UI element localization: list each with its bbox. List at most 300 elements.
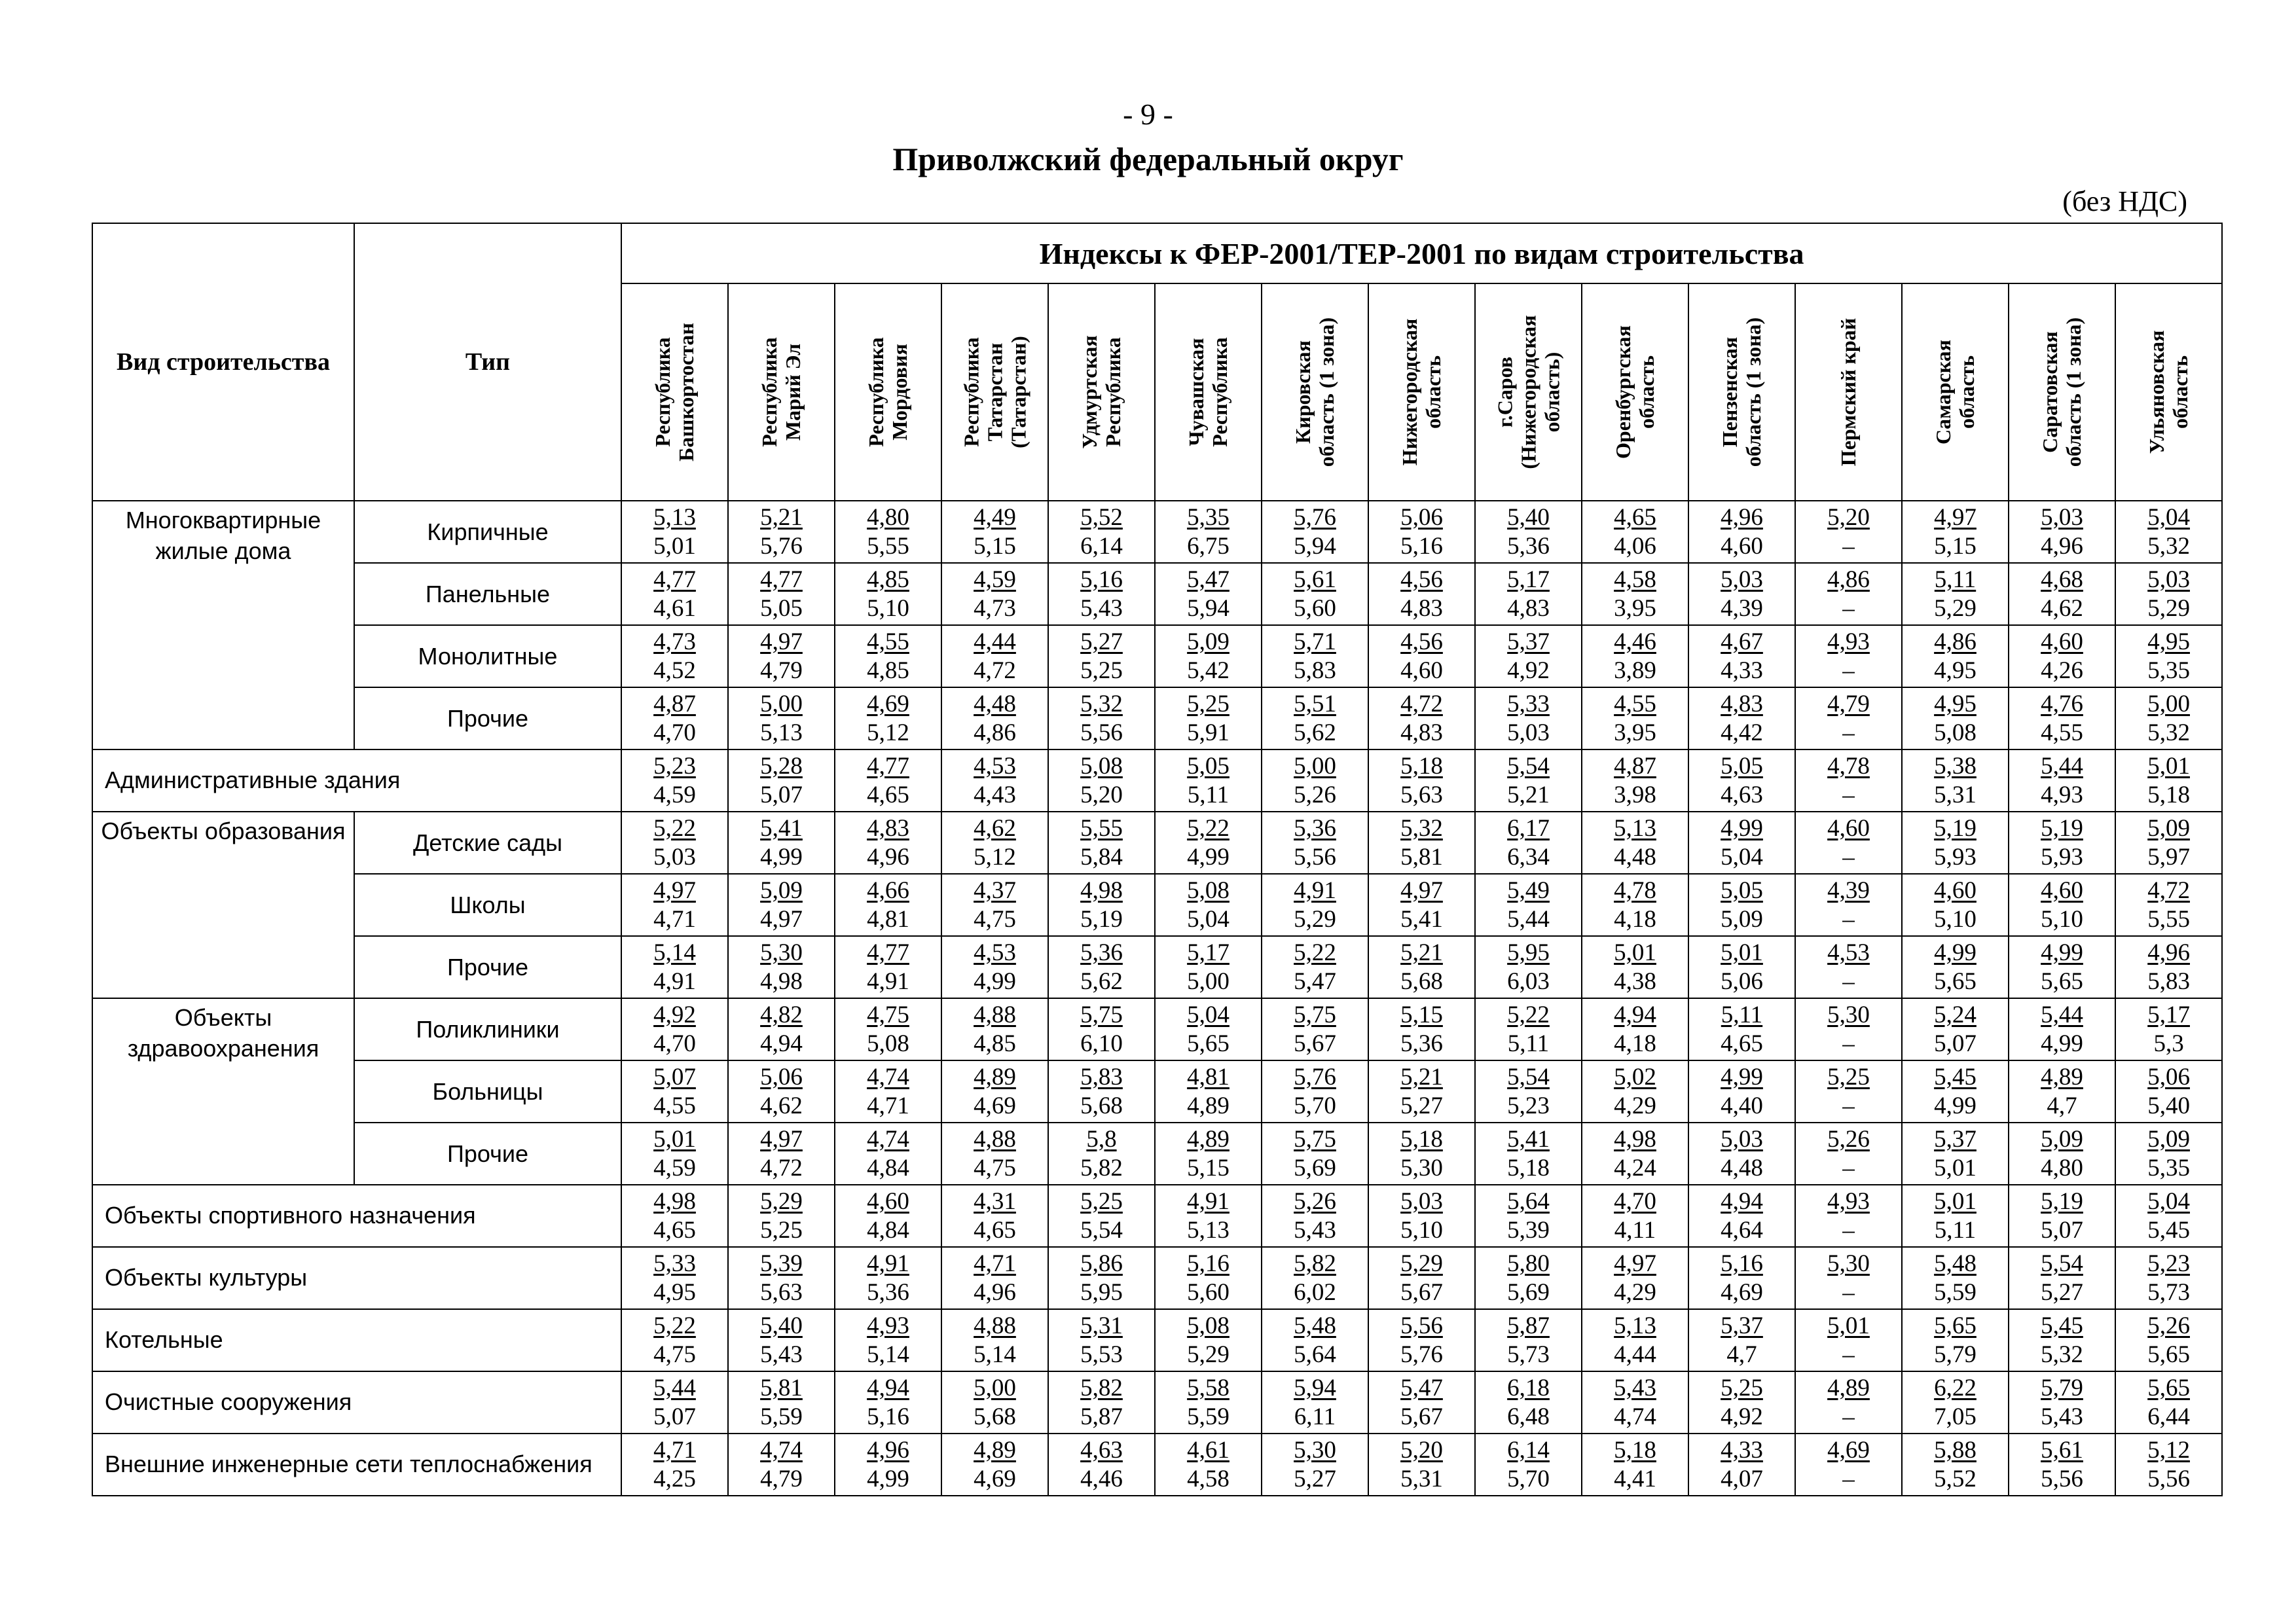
value-lower: 4,99 xyxy=(974,967,1016,995)
value-lower: 5,23 xyxy=(1507,1092,1550,1119)
value-cell xyxy=(1582,936,1688,998)
value-upper: 5,18 xyxy=(1614,1436,1656,1464)
value-upper: 5,23 xyxy=(653,752,696,780)
value-lower: 5,82 xyxy=(1080,1154,1123,1182)
value-cell xyxy=(941,1434,1048,1496)
region-label: Нижегородская область xyxy=(1397,318,1445,466)
value-lower: 4,99 xyxy=(1187,843,1230,871)
value-cell xyxy=(1902,1434,2009,1496)
value-cell xyxy=(1902,563,2009,625)
value-upper: 5,32 xyxy=(1080,690,1123,717)
value-upper: 5,82 xyxy=(1294,1250,1336,1277)
table-row xyxy=(92,812,2222,874)
value-lower: 5,29 xyxy=(1187,1341,1230,1368)
value-cell xyxy=(941,936,1048,998)
value-upper: 4,97 xyxy=(1400,876,1443,904)
value-upper: 5,09 xyxy=(760,876,803,904)
value-upper: 5,17 xyxy=(1507,566,1550,593)
value-cell xyxy=(941,812,1048,874)
table-row xyxy=(92,625,2222,687)
value-cell xyxy=(2009,874,2115,936)
value-lower: 5,60 xyxy=(1187,1278,1230,1306)
value-upper: 4,87 xyxy=(653,690,696,717)
value-lower: – xyxy=(1842,594,1855,622)
value-cell xyxy=(728,874,835,936)
row-category: Котельные xyxy=(92,1309,621,1371)
value-cell xyxy=(1795,1060,1902,1123)
value-upper: 5,04 xyxy=(2147,503,2190,531)
header-region xyxy=(2115,283,2222,501)
value-cell xyxy=(1475,563,1582,625)
value-cell xyxy=(1688,687,1795,749)
value-upper: 4,71 xyxy=(974,1250,1016,1277)
value-lower: 5,27 xyxy=(1400,1092,1443,1119)
value-upper: 5,47 xyxy=(1400,1374,1443,1401)
region-label: Оренбургская область xyxy=(1611,325,1658,459)
value-cell xyxy=(941,625,1048,687)
value-cell xyxy=(1048,1371,1155,1434)
value-upper: 5,24 xyxy=(1934,1001,1977,1028)
value-cell xyxy=(1262,1123,1368,1185)
value-upper: 5,54 xyxy=(2041,1250,2083,1277)
table-row xyxy=(92,687,2222,749)
value-cell xyxy=(1155,687,1262,749)
value-cell xyxy=(1475,501,1582,563)
value-cell xyxy=(2115,749,2222,812)
value-cell xyxy=(1155,1247,1262,1309)
value-cell xyxy=(2115,625,2222,687)
value-cell xyxy=(2115,1123,2222,1185)
value-upper: 4,74 xyxy=(867,1063,909,1091)
value-lower: 4,63 xyxy=(1721,781,1763,808)
value-lower: 5,25 xyxy=(1080,657,1123,684)
header-region xyxy=(835,283,941,501)
value-cell xyxy=(1048,1060,1155,1123)
value-lower: 5,68 xyxy=(1080,1092,1123,1119)
value-cell xyxy=(1475,998,1582,1060)
value-lower: 4,33 xyxy=(1721,657,1763,684)
value-lower: 4,48 xyxy=(1614,843,1656,871)
value-upper: 5,76 xyxy=(1294,1063,1336,1091)
value-cell xyxy=(1048,501,1155,563)
value-upper: 6,18 xyxy=(1507,1374,1550,1401)
value-lower: 4,59 xyxy=(653,1154,696,1182)
value-cell xyxy=(1048,998,1155,1060)
value-lower: 6,34 xyxy=(1507,843,1550,871)
value-lower: 5,14 xyxy=(974,1341,1016,1368)
value-upper: 5,01 xyxy=(653,1125,696,1153)
value-cell xyxy=(1368,1247,1475,1309)
value-upper: 5,09 xyxy=(2041,1125,2083,1153)
value-lower: 5,93 xyxy=(1934,843,1977,871)
value-lower: 3,98 xyxy=(1614,781,1656,808)
value-cell xyxy=(1368,998,1475,1060)
value-cell xyxy=(941,1371,1048,1434)
value-cell xyxy=(835,998,941,1060)
value-cell xyxy=(1795,1434,1902,1496)
region-label: Республика Мордовия xyxy=(864,337,911,447)
value-upper: 4,53 xyxy=(1827,939,1870,966)
value-upper: 4,49 xyxy=(974,503,1016,531)
value-cell xyxy=(728,1247,835,1309)
value-cell xyxy=(1902,687,2009,749)
value-cell xyxy=(1368,936,1475,998)
value-upper: 5,00 xyxy=(760,690,803,717)
value-upper: 5,31 xyxy=(1080,1312,1123,1339)
value-lower: 6,14 xyxy=(1080,532,1123,560)
value-upper: 4,83 xyxy=(1721,690,1763,717)
value-cell xyxy=(1475,1247,1582,1309)
value-cell xyxy=(2009,1123,2115,1185)
value-cell xyxy=(1795,874,1902,936)
value-upper: 4,72 xyxy=(2147,876,2190,904)
value-lower: 5,41 xyxy=(1400,905,1443,933)
vat-note: (без НДС) xyxy=(2062,185,2187,217)
value-lower: – xyxy=(1842,657,1855,684)
value-upper: 5,61 xyxy=(2041,1436,2083,1464)
value-upper: 5,8 xyxy=(1086,1125,1117,1153)
value-upper: 5,25 xyxy=(1187,690,1230,717)
value-upper: 5,11 xyxy=(1934,566,1977,593)
value-cell xyxy=(1262,812,1368,874)
value-cell xyxy=(2115,936,2222,998)
value-upper: 4,66 xyxy=(867,876,909,904)
value-cell xyxy=(1582,1185,1688,1247)
value-upper: 4,33 xyxy=(1721,1436,1763,1464)
value-upper: 5,03 xyxy=(2147,566,2190,593)
value-upper: 4,87 xyxy=(1614,752,1656,780)
value-upper: 4,53 xyxy=(974,939,1016,966)
value-upper: 5,12 xyxy=(2147,1436,2190,1464)
value-lower: 4,62 xyxy=(2041,594,2083,622)
value-lower: 5,08 xyxy=(1934,719,1977,746)
value-upper: 4,96 xyxy=(1721,503,1763,531)
value-cell xyxy=(2009,1060,2115,1123)
row-category: Объекты культуры xyxy=(92,1247,621,1309)
value-lower: 4,96 xyxy=(2041,532,2083,560)
value-upper: 5,30 xyxy=(1294,1436,1336,1464)
value-cell xyxy=(1582,812,1688,874)
value-upper: 5,44 xyxy=(653,1374,696,1401)
header-region xyxy=(1795,283,1902,501)
value-cell xyxy=(1048,1185,1155,1247)
value-lower: 4,95 xyxy=(653,1278,696,1306)
value-cell xyxy=(1368,1123,1475,1185)
value-cell xyxy=(1048,1309,1155,1371)
header-region xyxy=(728,283,835,501)
value-cell xyxy=(941,1309,1048,1371)
value-cell xyxy=(1048,1247,1155,1309)
value-cell xyxy=(1048,812,1155,874)
value-upper: 4,67 xyxy=(1721,628,1763,655)
value-lower: 4,59 xyxy=(653,781,696,808)
value-lower: 5,40 xyxy=(2147,1092,2190,1119)
value-cell xyxy=(1688,1434,1795,1496)
value-cell xyxy=(1475,1185,1582,1247)
value-upper: 5,38 xyxy=(1934,752,1977,780)
value-upper: 5,29 xyxy=(760,1187,803,1215)
value-upper: 4,83 xyxy=(867,814,909,842)
value-lower: 4,79 xyxy=(760,1465,803,1492)
value-cell xyxy=(941,501,1048,563)
value-lower: 4,29 xyxy=(1614,1278,1656,1306)
value-upper: 5,08 xyxy=(1080,752,1123,780)
value-upper: 5,03 xyxy=(1721,1125,1763,1153)
value-cell xyxy=(1155,1309,1262,1371)
value-cell xyxy=(1475,812,1582,874)
row-type: Прочие xyxy=(354,687,621,749)
value-lower: 4,75 xyxy=(653,1341,696,1368)
value-upper: 5,52 xyxy=(1080,503,1123,531)
value-lower: – xyxy=(1842,1030,1855,1057)
region-label: Республика Башкортостан xyxy=(650,323,698,461)
table-row xyxy=(92,501,2222,563)
value-upper: 5,49 xyxy=(1507,876,1550,904)
value-upper: 5,25 xyxy=(1827,1063,1870,1091)
value-upper: 4,56 xyxy=(1400,628,1443,655)
value-lower: 4,81 xyxy=(867,905,909,933)
value-upper: 5,26 xyxy=(1294,1187,1336,1215)
value-cell xyxy=(1902,1247,2009,1309)
index-table xyxy=(92,223,2223,1496)
value-cell xyxy=(2009,998,2115,1060)
value-lower: 4,39 xyxy=(1721,594,1763,622)
value-lower: 5,31 xyxy=(1934,781,1977,808)
value-lower: 5,65 xyxy=(1934,967,1977,995)
value-cell xyxy=(1688,1309,1795,1371)
value-lower: 5,16 xyxy=(1400,532,1443,560)
value-upper: 5,20 xyxy=(1827,503,1870,531)
value-lower: 4,25 xyxy=(653,1465,696,1492)
value-lower: 4,96 xyxy=(867,843,909,871)
value-upper: 4,89 xyxy=(2041,1063,2083,1091)
header-region xyxy=(1475,283,1582,501)
value-upper: 5,65 xyxy=(1934,1312,1977,1339)
value-upper: 5,11 xyxy=(1721,1001,1763,1028)
value-lower: 4,99 xyxy=(1934,1092,1977,1119)
value-lower: 5,19 xyxy=(1080,905,1123,933)
table-row xyxy=(92,1247,2222,1309)
value-lower: 4,71 xyxy=(867,1092,909,1119)
value-lower: 5,83 xyxy=(1294,657,1336,684)
value-lower: 5,52 xyxy=(1934,1465,1977,1492)
value-cell xyxy=(1795,1123,1902,1185)
value-upper: 5,02 xyxy=(1614,1063,1656,1091)
value-upper: 4,93 xyxy=(1827,628,1870,655)
value-cell xyxy=(1795,1185,1902,1247)
value-cell xyxy=(1155,998,1262,1060)
value-upper: 5,27 xyxy=(1080,628,1123,655)
value-upper: 5,00 xyxy=(2147,690,2190,717)
value-cell xyxy=(728,563,835,625)
value-lower: 4,29 xyxy=(1614,1092,1656,1119)
table-row xyxy=(92,1309,2222,1371)
row-category: Многоквартирные жилые дома xyxy=(92,501,354,749)
value-lower: 5,04 xyxy=(1187,905,1230,933)
table-row xyxy=(92,874,2222,936)
value-cell xyxy=(835,1123,941,1185)
value-cell xyxy=(1368,1309,1475,1371)
value-lower: 5,3 xyxy=(2153,1030,2184,1057)
value-lower: – xyxy=(1842,719,1855,746)
value-lower: 5,21 xyxy=(1507,781,1550,808)
value-upper: 5,06 xyxy=(1400,503,1443,531)
value-upper: 4,91 xyxy=(1294,876,1336,904)
value-upper: 5,25 xyxy=(1721,1374,1763,1401)
value-lower: 5,63 xyxy=(1400,781,1443,808)
value-lower: 5,67 xyxy=(1400,1403,1443,1430)
header-region xyxy=(2009,283,2115,501)
value-lower: 5,73 xyxy=(1507,1341,1550,1368)
value-upper: 4,97 xyxy=(653,876,696,904)
value-lower: 4,26 xyxy=(2041,657,2083,684)
value-lower: 4,84 xyxy=(867,1216,909,1244)
value-cell xyxy=(2009,501,2115,563)
region-label: Ульяновская область xyxy=(2144,330,2192,454)
value-lower: 4,70 xyxy=(653,1030,696,1057)
row-category: Очистные сооружения xyxy=(92,1371,621,1434)
value-upper: 5,37 xyxy=(1507,628,1550,655)
value-lower: – xyxy=(1842,1341,1855,1368)
value-cell xyxy=(835,1309,941,1371)
row-type: Детские сады xyxy=(354,812,621,874)
value-lower: 4,71 xyxy=(653,905,696,933)
header-region xyxy=(1048,283,1155,501)
page-title: Приволжский федеральный округ xyxy=(892,141,1404,177)
region-label: Кировская область (1 зона) xyxy=(1290,317,1338,467)
value-cell xyxy=(2009,1434,2115,1496)
table-row xyxy=(92,1123,2222,1185)
value-cell xyxy=(1155,501,1262,563)
value-upper: 5,06 xyxy=(760,1063,803,1091)
value-cell xyxy=(1475,1123,1582,1185)
value-lower: 5,59 xyxy=(760,1403,803,1430)
value-upper: 4,39 xyxy=(1827,876,1870,904)
value-upper: 5,44 xyxy=(2041,752,2083,780)
value-lower: 5,14 xyxy=(867,1341,909,1368)
value-cell xyxy=(835,1247,941,1309)
value-upper: 4,62 xyxy=(974,814,1016,842)
value-cell xyxy=(1688,1247,1795,1309)
value-upper: 4,95 xyxy=(2147,628,2190,655)
value-cell xyxy=(1688,1371,1795,1434)
value-lower: 4,83 xyxy=(1507,594,1550,622)
value-lower: 4,65 xyxy=(1721,1030,1763,1057)
value-cell xyxy=(1262,1309,1368,1371)
value-lower: 5,07 xyxy=(653,1403,696,1430)
value-cell xyxy=(1475,936,1582,998)
value-cell xyxy=(1902,501,2009,563)
value-lower: 5,12 xyxy=(867,719,909,746)
value-lower: 4,91 xyxy=(867,967,909,995)
value-cell xyxy=(1795,1371,1902,1434)
value-lower: 4,7 xyxy=(1726,1341,1757,1368)
value-cell xyxy=(728,812,835,874)
value-cell xyxy=(1048,625,1155,687)
value-lower: 5,55 xyxy=(2147,905,2190,933)
region-label: г.Саров (Нижегородская область) xyxy=(1492,315,1563,469)
value-cell xyxy=(621,687,728,749)
value-lower: 4,24 xyxy=(1614,1154,1656,1182)
value-upper: 5,54 xyxy=(1507,1063,1550,1091)
value-cell xyxy=(1048,936,1155,998)
value-cell xyxy=(941,563,1048,625)
value-lower: 5,43 xyxy=(1294,1216,1336,1244)
value-cell xyxy=(941,1123,1048,1185)
value-lower: 5,94 xyxy=(1187,594,1230,622)
value-cell xyxy=(1688,625,1795,687)
value-cell xyxy=(1475,687,1582,749)
value-cell xyxy=(1582,1434,1688,1496)
value-upper: 5,14 xyxy=(653,939,696,966)
value-lower: 3,89 xyxy=(1614,657,1656,684)
value-lower: 5,01 xyxy=(653,532,696,560)
value-lower: 5,47 xyxy=(1294,967,1336,995)
value-upper: 5,36 xyxy=(1080,939,1123,966)
value-cell xyxy=(2115,812,2222,874)
value-lower: 7,05 xyxy=(1934,1403,1977,1430)
value-cell xyxy=(1902,1309,2009,1371)
value-upper: 5,95 xyxy=(1507,939,1550,966)
value-upper: 5,33 xyxy=(653,1250,696,1277)
value-lower: 3,95 xyxy=(1614,719,1656,746)
value-upper: 5,33 xyxy=(1507,690,1550,717)
value-cell xyxy=(1795,625,1902,687)
value-upper: 5,36 xyxy=(1294,814,1336,842)
value-cell xyxy=(1155,936,1262,998)
value-cell xyxy=(621,1123,728,1185)
value-lower: 5,73 xyxy=(2147,1278,2190,1306)
value-upper: 4,89 xyxy=(974,1436,1016,1464)
value-lower: 4,73 xyxy=(974,594,1016,622)
value-lower: 4,75 xyxy=(974,1154,1016,1182)
value-cell xyxy=(1368,749,1475,812)
value-cell xyxy=(1582,1060,1688,1123)
value-upper: 5,35 xyxy=(1187,503,1230,531)
value-upper: 4,77 xyxy=(867,752,909,780)
value-upper: 4,94 xyxy=(1721,1187,1763,1215)
value-lower: 5,27 xyxy=(1294,1465,1336,1492)
value-cell xyxy=(1902,749,2009,812)
value-upper: 4,98 xyxy=(653,1187,696,1215)
value-cell xyxy=(1262,1185,1368,1247)
value-upper: 4,60 xyxy=(867,1187,909,1215)
value-lower: 6,11 xyxy=(1294,1403,1336,1430)
value-cell xyxy=(621,563,728,625)
value-lower: 5,35 xyxy=(2147,1154,2190,1182)
value-upper: 5,76 xyxy=(1294,503,1336,531)
value-upper: 5,39 xyxy=(760,1250,803,1277)
value-cell xyxy=(1262,874,1368,936)
value-lower: 4,46 xyxy=(1080,1465,1123,1492)
value-upper: 4,70 xyxy=(1614,1187,1656,1215)
value-lower: 5,69 xyxy=(1294,1154,1336,1182)
value-upper: 5,94 xyxy=(1294,1374,1336,1401)
value-cell xyxy=(621,1371,728,1434)
header-region xyxy=(941,283,1048,501)
value-lower: 5,62 xyxy=(1080,967,1123,995)
value-upper: 5,08 xyxy=(1187,1312,1230,1339)
value-lower: 5,69 xyxy=(1507,1278,1550,1306)
value-cell xyxy=(2115,1309,2222,1371)
value-upper: 5,01 xyxy=(1934,1187,1977,1215)
value-upper: 5,21 xyxy=(760,503,803,531)
value-cell xyxy=(2115,687,2222,749)
value-lower: 6,03 xyxy=(1507,967,1550,995)
value-cell xyxy=(1262,687,1368,749)
value-lower: 5,36 xyxy=(1400,1030,1443,1057)
value-cell xyxy=(621,1185,728,1247)
